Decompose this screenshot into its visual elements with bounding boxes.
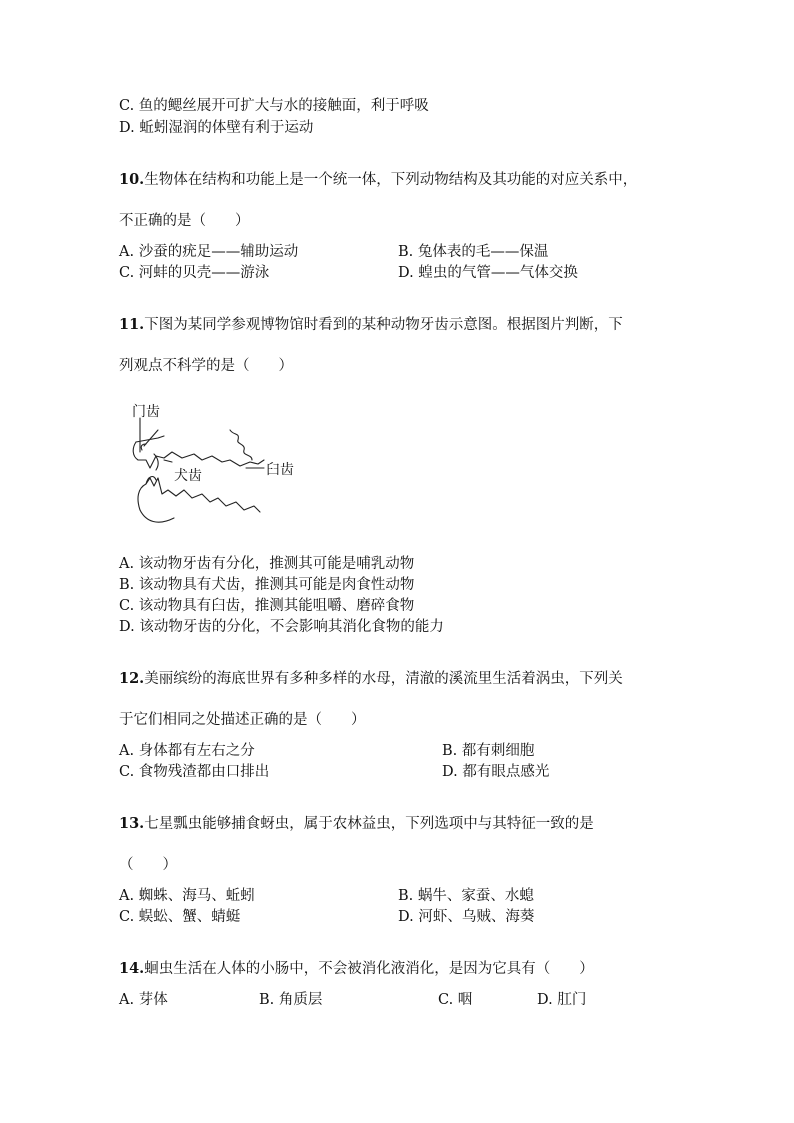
q14-number: 14.	[119, 960, 145, 977]
q11-option-a: A. 该动物牙齿有分化，推测其可能是哺乳动物	[119, 556, 415, 572]
q10-option-b: B. 兔体表的毛——保温	[398, 244, 549, 260]
label-molar: 臼齿	[266, 462, 294, 478]
q14-option-b: B. 角质层	[259, 992, 323, 1008]
q12-option-a: A. 身体都有左右之分	[119, 743, 255, 759]
q11-option-b: B. 该动物具有犬齿，推测其可能是肉食性动物	[119, 577, 415, 593]
q13-stem-line2: （ ）	[119, 857, 177, 873]
q14-option-c: C. 咽	[438, 992, 473, 1008]
q12-option-c: C. 食物残渣都由口排出	[119, 764, 270, 780]
q14-stem-line1	[119, 959, 594, 979]
q10-stem-line2: 不正确的是（ ）	[119, 213, 250, 229]
q11-stem-text1: 下图为某同学参观博物馆时看到的某种动物牙齿示意图。根据图片判断，下	[144, 317, 623, 333]
q9-option-c: C. 鱼的鳃丝展开可扩大与水的接触面，利于呼吸	[119, 98, 429, 114]
upper-jaw-line	[133, 442, 264, 468]
q12-stem-line1	[119, 669, 623, 689]
q13-stem-text1: 七星瓢虫能够捕食蚜虫，属于农林益虫，下列选项中与其特征一致的是	[144, 816, 594, 832]
q14-option-d: D. 肛门	[537, 992, 587, 1008]
q13-option-b: B. 蜗牛、家蚕、水螅	[398, 888, 534, 904]
canine-pointer	[164, 460, 172, 462]
q10-stem-text1: 生物体在结构和功能上是一个统一体，下列动物结构及其功能的对应关系中，	[144, 172, 638, 188]
q10-stem-line1	[119, 170, 637, 190]
label-incisor: 门齿	[132, 404, 160, 420]
q14-stem-text1: 蛔虫生活在人体的小肠中，不会被消化液消化，是因为它具有（ ）	[144, 961, 594, 977]
q10-option-d: D. 蝗虫的气管——气体交换	[398, 265, 578, 281]
label-canine: 犬齿	[174, 468, 202, 484]
q14-option-a: A. 芽体	[119, 992, 168, 1008]
q10-number: 10.	[119, 171, 145, 188]
q11-stem-line2: 列观点不科学的是（ ）	[119, 358, 293, 374]
q13-stem-line1	[119, 814, 594, 834]
lower-jaw-base	[140, 510, 174, 522]
teeth-diagram	[118, 398, 308, 528]
q13-number: 13.	[119, 815, 145, 832]
q11-option-c: C. 该动物具有臼齿，推测其能咀嚼、磨碎食物	[119, 598, 415, 614]
q12-number: 12.	[119, 670, 145, 687]
q13-option-d: D. 河虾、乌贼、海葵	[398, 909, 535, 925]
q12-option-d: D. 都有眼点感光	[442, 764, 550, 780]
q13-option-c: C. 蜈蚣、蟹、蜻蜓	[119, 909, 241, 925]
q10-option-a: A. 沙蚕的疣足——辅助运动	[119, 244, 299, 260]
q9-option-d: D. 蚯蚓湿润的体壁有利于运动	[119, 120, 314, 136]
gum-squiggle	[230, 430, 252, 460]
q12-stem-line2: 于它们相同之处描述正确的是（ ）	[119, 712, 366, 728]
q10-option-c: C. 河蚌的贝壳——游泳	[119, 265, 270, 281]
q12-stem-text1: 美丽缤纷的海底世界有多种多样的水母，清澈的溪流里生活着涡虫，下列关	[144, 671, 623, 687]
q12-option-b: B. 都有刺细胞	[442, 743, 535, 759]
q13-option-a: A. 蜘蛛、海马、蚯蚓	[119, 888, 255, 904]
q11-option-d: D. 该动物牙齿的分化，不会影响其消化食物的能力	[119, 619, 444, 635]
q11-stem-line1	[119, 315, 623, 335]
q11-number: 11.	[119, 316, 145, 333]
